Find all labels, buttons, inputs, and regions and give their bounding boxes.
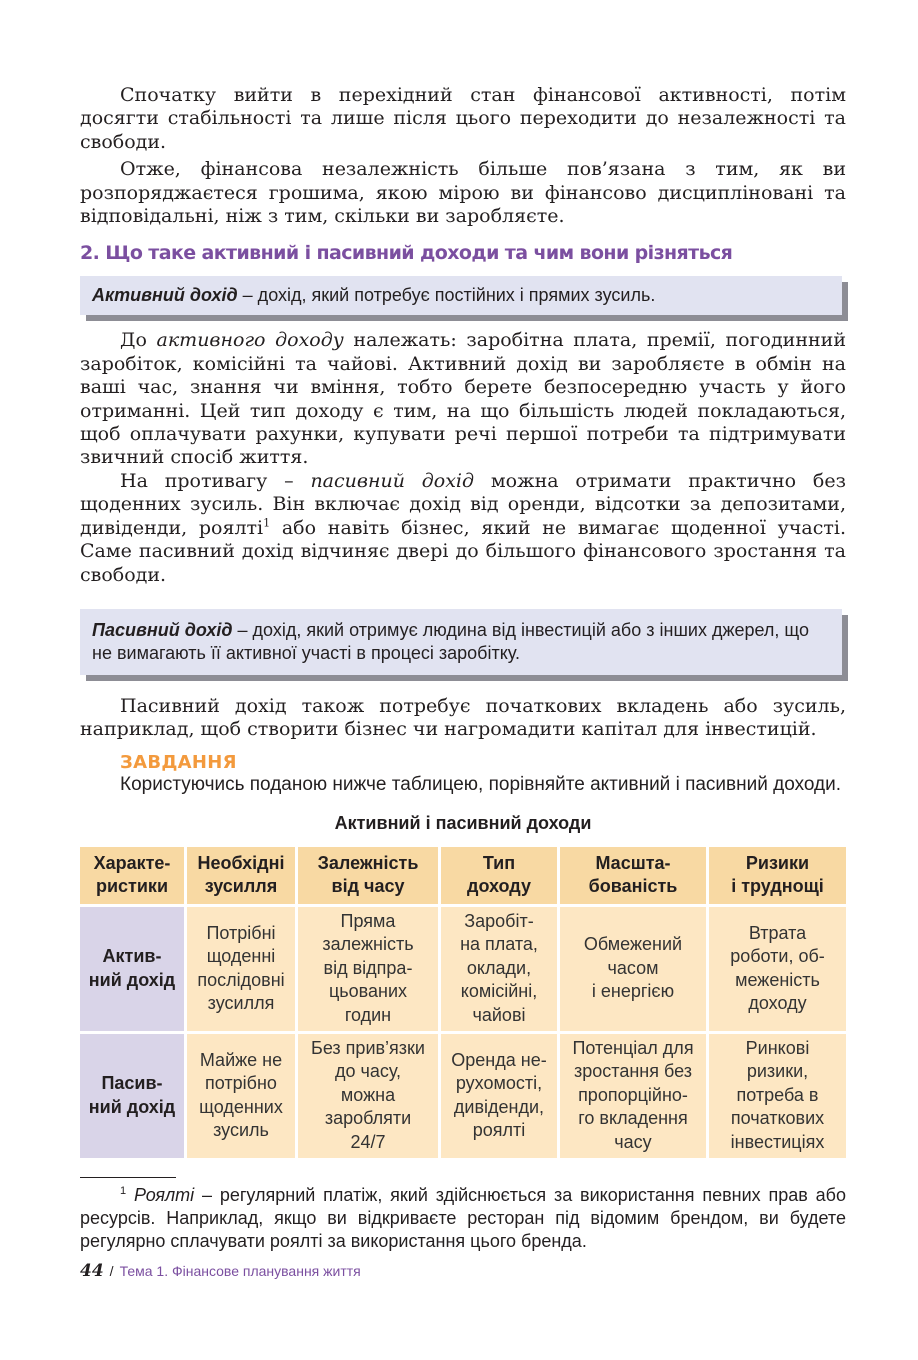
table-cell: Пряма залежність від відпра- цьованих годин <box>298 907 438 1031</box>
footnote-term: Роялті <box>133 1184 195 1205</box>
page <box>80 80 846 1281</box>
header-cell: Тип доходу <box>441 847 557 904</box>
definition-text-active: – дохід, який потребує постійних і прямих зусиль. <box>237 285 656 306</box>
task-title: ЗАВДАННЯ <box>120 751 237 773</box>
header-cell: Залежність від часу <box>298 847 438 904</box>
table-cell: Втрата роботи, об- меженість доходу <box>709 907 846 1031</box>
table-title: Активний і пасивний доходи <box>334 812 592 833</box>
table-cell: Без прив’язки до часу, можна заробляти 24/7 <box>298 1034 438 1158</box>
intro-paragraph-1: Спочатку вийти в перехідний стан фінансової активності, потім досягти стабільності та лише після цього переходити до незалежності та свободи. <box>80 84 846 153</box>
comparison-table <box>77 844 849 1161</box>
definition-box-active <box>80 276 842 315</box>
active-income-paragraph <box>80 329 846 469</box>
footnote <box>80 1184 846 1253</box>
passive-emphasis: пасивний дохід <box>310 469 475 492</box>
passive-income-paragraph <box>80 470 846 587</box>
table-cell: Оренда не- рухомості, дивіденди, роялті <box>441 1034 557 1158</box>
definition-box-passive <box>80 609 842 675</box>
footnote-mark: 1 <box>120 1184 127 1197</box>
row-header-cell: Пасив- ний дохід <box>80 1034 184 1158</box>
definition-text-passive: – дохід, який отримує людина від інвестицій або з інших джерел, що не вимагають її активної участі в процесі заробітку. <box>92 619 810 663</box>
definition-term-passive: Пасивний дохід <box>92 619 233 640</box>
footer-separator: / <box>109 1262 114 1279</box>
footnote-text: – регулярний платіж, який здійснюється за використання певних прав або ресурсів. Наприклад, якщо ви відкриваєте ресторан під відомим брендом, ви будете регулярно сплачувати роялті за використання цього бренда. <box>80 1184 846 1251</box>
row-header-cell: Актив- ний дохід <box>80 907 184 1031</box>
table-cell: Заробіт- на плата, оклади, комісійні, чайові <box>441 907 557 1031</box>
active-rest: належать: заробітна плата, премії, погодинний заробіток, комісійні та чайові. Активний дохід ви заробляєте в обмін на ваші час, знання чи вміння, тобто берете безпосередню участь у його отриманні. Цей тип доходу є тим, на що більшість людей покладаються, щоб оплачувати рахунки, купувати речі першої потреби та підтримувати звичний спосіб життя. <box>80 329 846 469</box>
page-footer <box>80 1261 846 1281</box>
active-emphasis: активного доходу <box>156 329 344 352</box>
passive-part2: або навіть бізнес, який не вимагає щоденної участі. Саме пасивний дохід відчиняє двері до більшого фінансового зростання та свободи. <box>80 516 846 586</box>
header-cell: Характе- ристики <box>80 847 184 904</box>
passive-income-paragraph-2: Пасивний дохід також потребує початкових вкладень або зусиль, наприклад, щоб створити бізнес чи нагромадити капітал для інвестицій. <box>80 694 846 741</box>
header-cell: Масшта- бованість <box>560 847 706 904</box>
header-cell: Необхідні зусилля <box>187 847 295 904</box>
header-cell: Ризики і труднощі <box>709 847 846 904</box>
table-cell: Майже не потрібно щоденних зусиль <box>187 1034 295 1158</box>
table-row <box>80 907 846 1031</box>
table-cell: Потрібні щоденні послідовні зусилля <box>187 907 295 1031</box>
table-cell: Ринкові ризики, потреба в початкових інвестиціях <box>709 1034 846 1158</box>
table-row <box>80 1034 846 1158</box>
table-cell: Обмежений часом і енергією <box>560 907 706 1031</box>
footnote-marker[interactable]: 1 <box>263 516 271 530</box>
definition-term-active: Активний дохід <box>92 285 238 306</box>
page-number: 44 <box>80 1260 104 1281</box>
passive-lead: На противагу – <box>120 469 311 492</box>
footnote-divider <box>80 1177 176 1178</box>
task-text: Користуючись поданою нижче таблицею, порівняйте активний і пасивний доходи. <box>120 773 841 795</box>
table-cell: Потенціал для зростання без пропорційно- го вкладення часу <box>560 1034 706 1158</box>
passive-part1: можна отримати практично без щоденних зусиль. Він включає дохід від оренди, відсотки за депозитами, дивіденди, роялті <box>80 469 846 539</box>
intro-paragraph-2: Отже, фінансова незалежність більше пов’язана з тим, як ви розпоряджаєтеся грошима, якою мірою ви фінансово дисципліновані та відповідальні, ніж з тим, скільки ви заробляєте. <box>80 158 846 228</box>
footer-topic[interactable]: Тема 1. Фінансове планування життя <box>119 1262 361 1279</box>
table-header-row <box>80 847 846 904</box>
active-lead: До <box>120 329 157 352</box>
section-heading: 2. Що таке активний і пасивний доходи та чим вони різняться <box>80 242 733 265</box>
